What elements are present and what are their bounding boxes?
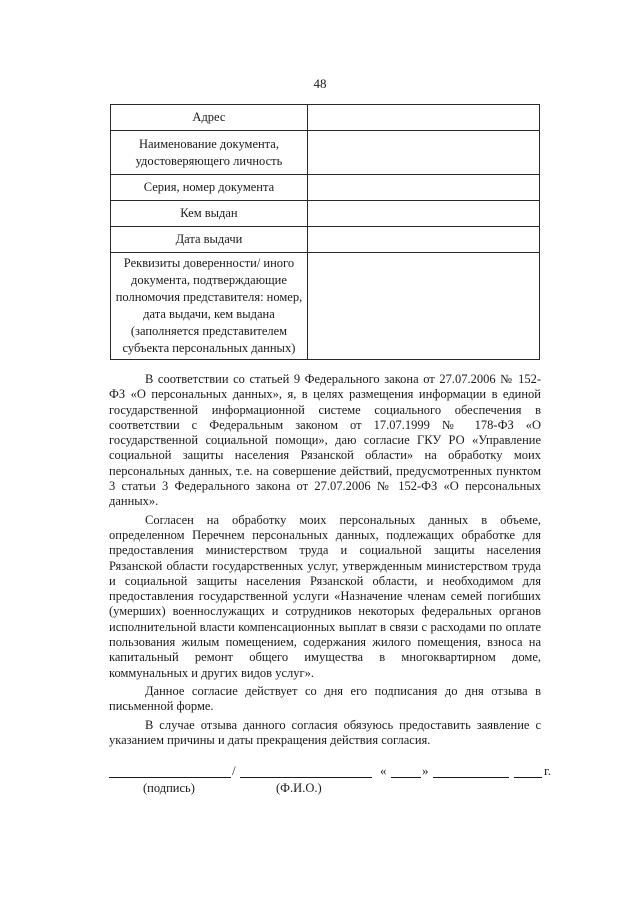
consent-paragraph-validity: Данное согласие действует со дня его подписания до дня отзыва в письменной форме. (109, 683, 541, 714)
address-label: Адрес (111, 105, 308, 131)
id-document-name-label: Наименование документа, удостоверяющего личность (111, 131, 308, 175)
consent-paragraph-legal-basis: В соответствии со статьей 9 Федерального закона от 27.07.2006 № 152-ФЗ «О персональных данных», я, в целях размещения информации в единой государственной информационной системе социального обеспечения в соответствии с Федеральным законом от 17.07.1999 № 178-ФЗ «О государственной социальной помощи», даю согласие ГКУ РО «Управление социальной защиты населения Рязанской области» на обработку моих персональных данных, т.е. на совершение действий, предусмотренных пунктом 3 статьи 3 Федерального закона от 27.07.2006 № 152-ФЗ «О персональных данных». (109, 372, 541, 509)
year-line[interactable] (514, 777, 542, 778)
date-quote-close: » (422, 763, 429, 778)
power-of-attorney-field[interactable] (307, 253, 539, 360)
consent-paragraph-withdrawal: В случае отзыва данного согласия обязуюсь предоставить заявление с указанием причины и даты прекращения действия согласия. (109, 717, 541, 747)
personal-data-table (110, 104, 540, 360)
issue-date-label: Дата выдачи (111, 227, 308, 253)
table-row (111, 175, 540, 201)
year-suffix: г. (544, 763, 552, 778)
full-name-line[interactable] (240, 777, 372, 778)
date-quote-open: « (380, 763, 387, 778)
table-row (111, 253, 540, 360)
consent-text (109, 372, 541, 751)
issue-date-field[interactable] (307, 227, 539, 253)
signature-row (109, 761, 554, 781)
table-row (111, 227, 540, 253)
document-number-field[interactable] (307, 175, 539, 201)
month-line[interactable] (433, 777, 509, 778)
consent-paragraph-scope: Согласен на обработку моих персональных данных в объеме, определенном Перечнем персональных данных, подлежащих обработке для предоставления министерством труда и социальной защиты населения Рязанской области государственных услуг, утвержденным министерством труда и социальной защиты населения Рязанской области, и необходимом для предоставления государственной услуги «Назначение членам семей погибших (умерших) военнослужащих и сотрудников некоторых федеральных органов исполнительной власти компенсационных выплат в связи с расходами по оплате пользования жилым помещением, содержания жилого помещения, взноса на капитальный ремонт общего имущества в многоквартирном доме, коммунальных и других видов услуг». (109, 512, 541, 680)
table-row (111, 131, 540, 175)
signature-line[interactable] (109, 777, 231, 778)
page-number: 48 (313, 76, 327, 91)
full-name-caption: (Ф.И.О.) (276, 781, 322, 795)
day-line[interactable] (391, 777, 421, 778)
signature-caption: (подпись) (143, 781, 195, 795)
document-number-label: Серия, номер документа (111, 175, 308, 201)
id-document-name-field[interactable] (307, 131, 539, 175)
issued-by-field[interactable] (307, 201, 539, 227)
signature-slash: / (232, 763, 236, 778)
table-row (111, 201, 540, 227)
address-field[interactable] (307, 105, 539, 131)
power-of-attorney-label: Реквизиты доверенности/ иного документа, подтверждающие полномочия представителя: номер, дата выдачи, кем выдана (заполняется представителем субъекта персональных данных) (111, 253, 308, 360)
table-row (111, 105, 540, 131)
issued-by-label: Кем выдан (111, 201, 308, 227)
